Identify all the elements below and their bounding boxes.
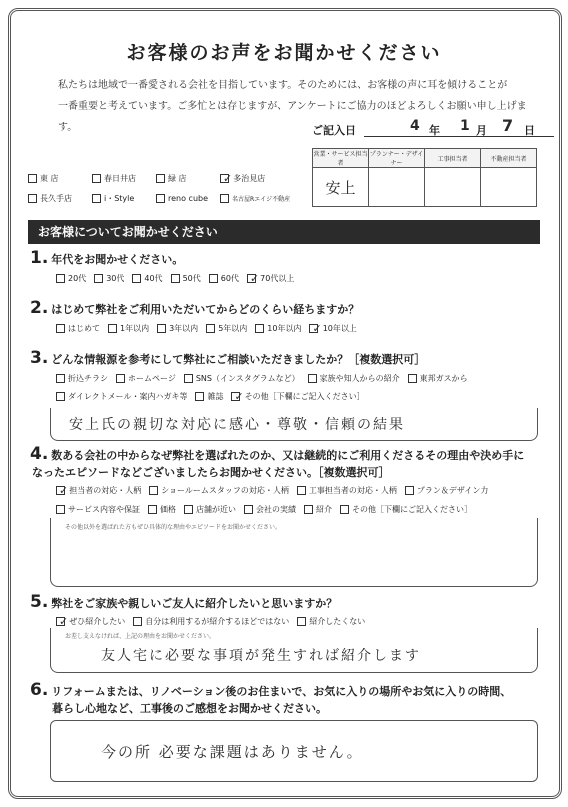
q1-heading xyxy=(30,248,183,268)
option-label: 工事担当者の対応・人柄 xyxy=(308,486,397,495)
store-label: 長久手店 xyxy=(40,194,72,203)
option-label: 雑誌 xyxy=(207,392,224,401)
option-label: 40代 xyxy=(144,274,163,283)
store-option[interactable] xyxy=(28,172,86,185)
q4-note: その他以外を選ばれた方もぜひ具体的な理由やエピソードをお聞かせください。 xyxy=(65,524,282,531)
option-label: 店舗が近い xyxy=(196,505,236,514)
q4-heading xyxy=(30,446,524,481)
q5-answer-text: 友人宅に必要な事項が発生すれば紹介します xyxy=(101,648,421,664)
option-label: その他［下欄にご記入ください］ xyxy=(352,505,472,514)
q4-option[interactable] xyxy=(340,504,472,515)
date-day[interactable]: 7 xyxy=(502,116,514,135)
check-icon: ✓ xyxy=(312,322,322,335)
q6-text-2: 暮らし心地など、工事後のご感想をお聞かせください。 xyxy=(52,702,327,715)
q2-number: 2. xyxy=(30,298,49,318)
store-label: 東 店 xyxy=(40,174,59,183)
q6-answer-text: 今の所 必要な課題はありません。 xyxy=(101,743,364,761)
option-label: 担当者の対応・人柄 xyxy=(69,486,142,495)
staff-header-planner: プランナー・デザイナー xyxy=(369,149,425,168)
q3-text: どんな情報源を参考にして弊社にご相談いただきましたか？［複数選択可］ xyxy=(51,353,426,366)
q3-option[interactable] xyxy=(308,373,400,384)
q5-option[interactable] xyxy=(297,615,365,628)
option-label: 家族や知人からの紹介 xyxy=(319,374,400,383)
store-label: 多治見店 xyxy=(233,174,266,183)
q4-option-selected[interactable] xyxy=(56,484,141,497)
staff-planner-cell[interactable] xyxy=(369,168,425,207)
q4-option[interactable] xyxy=(148,504,176,515)
q1-option[interactable] xyxy=(94,272,124,285)
date-label: ご記入日 xyxy=(312,124,356,137)
q3-option[interactable] xyxy=(408,373,468,384)
date-year[interactable]: 4 xyxy=(410,118,420,134)
q4-option[interactable] xyxy=(304,504,332,515)
option-label: ぜひ紹介したい xyxy=(69,617,126,626)
q3-heading xyxy=(30,348,425,368)
q5-note: お差し支えなければ、上記の理由をお聞かせください。 xyxy=(65,633,216,640)
q3-option-selected[interactable] xyxy=(231,390,364,403)
q5-options xyxy=(56,615,536,628)
staff-header-construction: 工事担当者 xyxy=(425,149,481,168)
store-option-selected[interactable] xyxy=(220,172,278,185)
option-label: 東邦ガスから xyxy=(419,374,468,383)
q3-options xyxy=(56,373,536,403)
check-icon: ✓ xyxy=(59,484,69,497)
option-label: 20代 xyxy=(68,274,87,283)
q2-option[interactable] xyxy=(206,322,247,335)
store-option[interactable] xyxy=(28,193,86,204)
staff-sales-name[interactable]: 安上 xyxy=(313,168,369,207)
q6-answer-box[interactable] xyxy=(50,720,538,782)
check-icon: ✓ xyxy=(223,172,233,185)
q1-option[interactable] xyxy=(132,272,162,285)
q2-text: はじめて弊社をご利用いただいてからどのくらい経ちますか？ xyxy=(51,303,360,316)
option-label: 価格 xyxy=(160,505,176,514)
staff-realestate-cell[interactable] xyxy=(481,168,537,207)
q4-answer-box[interactable] xyxy=(50,518,538,587)
option-label: プラン＆デザイン力 xyxy=(416,486,489,495)
page-title: お客様のお声をお聞かせください xyxy=(126,42,442,64)
q5-option-selected[interactable] xyxy=(56,615,125,628)
q4-text-2: なったエピソードなどございましたらお聞かせください。［複数選択可］ xyxy=(32,466,390,479)
intro-text xyxy=(58,75,528,138)
q5-answer-box[interactable] xyxy=(50,628,538,673)
option-label: 30代 xyxy=(106,274,125,283)
q4-option[interactable] xyxy=(244,504,296,515)
q2-option[interactable] xyxy=(157,322,198,335)
check-icon: ✓ xyxy=(234,390,244,403)
option-label: 10年以上 xyxy=(322,324,357,333)
q1-option[interactable] xyxy=(171,272,201,285)
date-month-unit: 月 xyxy=(476,124,487,137)
section-banner: お客様についてお聞かせください xyxy=(28,220,540,244)
q3-option[interactable] xyxy=(184,373,300,384)
option-label: はじめて xyxy=(68,324,100,333)
q4-options xyxy=(56,484,536,515)
q2-option-selected[interactable] xyxy=(309,322,356,335)
q1-text: 年代をお聞かせください。 xyxy=(51,253,184,266)
date-day-unit: 日 xyxy=(524,124,535,137)
q4-text-1: 数ある会社の中からなぜ弊社を選ばれたのか、又は継続的にご利用くださるその理由や決め手に xyxy=(51,449,525,462)
q2-options xyxy=(56,322,536,335)
q4-number: 4. xyxy=(30,444,49,464)
staff-header-sales: 営業・サービス担当者 xyxy=(313,149,369,168)
option-label: 紹介 xyxy=(316,505,332,514)
store-label: 緑 店 xyxy=(168,174,187,183)
q3-option[interactable] xyxy=(116,373,176,384)
store-checklist xyxy=(28,172,290,212)
q4-option[interactable] xyxy=(405,484,488,497)
store-label: 名古屋Rエイジ不動産 xyxy=(232,196,291,203)
q1-option-selected[interactable] xyxy=(247,272,294,285)
option-label: その他［下欄にご記入ください］ xyxy=(244,392,365,401)
option-label: ダイレクトメール・案内ハガキ等 xyxy=(68,392,188,401)
option-label: 会社の実績 xyxy=(256,505,296,514)
option-label: 3年以内 xyxy=(169,324,199,333)
option-label: 10年以内 xyxy=(267,324,302,333)
q3-option[interactable] xyxy=(56,390,187,403)
option-label: 50代 xyxy=(182,274,201,283)
q1-number: 1. xyxy=(30,248,49,268)
option-label: 5年以内 xyxy=(218,324,248,333)
store-option[interactable] xyxy=(92,193,150,204)
q3-option[interactable] xyxy=(195,390,223,403)
q3-answer-box[interactable] xyxy=(50,408,538,441)
q6-number: 6. xyxy=(30,680,49,700)
q2-heading xyxy=(30,298,359,318)
q4-option[interactable] xyxy=(149,484,289,497)
store-option[interactable] xyxy=(92,172,150,185)
date-year-unit: 年 xyxy=(429,124,440,137)
q2-option[interactable] xyxy=(255,322,301,335)
option-label: ホームページ xyxy=(128,374,176,383)
q4-option[interactable] xyxy=(297,484,397,497)
q5-option[interactable] xyxy=(133,615,289,628)
option-label: 折込チラシ xyxy=(68,374,108,383)
option-label: 紹介したくない xyxy=(309,617,366,626)
q3-answer-text: 安上氏の親切な対応に感心・尊敬・信頼の結果 xyxy=(69,417,405,433)
staff-construction-cell[interactable] xyxy=(425,168,481,207)
store-option[interactable] xyxy=(156,193,214,204)
staff-table xyxy=(312,148,537,207)
store-label: i・Style xyxy=(104,194,135,203)
option-label: サービス内容や保証 xyxy=(68,505,140,514)
q5-heading xyxy=(30,592,337,612)
q2-option[interactable] xyxy=(108,322,149,335)
q3-number: 3. xyxy=(30,348,49,368)
q2-option[interactable] xyxy=(56,322,100,335)
option-label: ショールームスタッフの対応・人柄 xyxy=(161,486,289,495)
q1-option[interactable] xyxy=(56,272,86,285)
q4-option[interactable] xyxy=(184,504,236,515)
date-field xyxy=(312,116,535,138)
option-label: 60代 xyxy=(220,274,239,283)
date-month[interactable]: 1 xyxy=(460,118,470,134)
q6-text-1: リフォームまたは、リノベーション後のお住まいで、お気に入りの場所やお気に入りの時間、 xyxy=(51,685,512,698)
q1-options xyxy=(56,272,536,285)
q1-option[interactable] xyxy=(209,272,239,285)
store-option[interactable] xyxy=(156,172,214,185)
store-label: reno cube xyxy=(168,194,209,203)
check-icon: ✓ xyxy=(59,615,69,628)
store-option[interactable] xyxy=(220,193,290,204)
check-icon: ✓ xyxy=(249,272,260,285)
option-label: 自分は利用するが紹介するほどではない xyxy=(145,617,290,626)
q6-heading xyxy=(30,682,511,717)
q3-option[interactable] xyxy=(56,373,108,384)
q5-text: 弊社をご家族や親しいご友人に紹介したいと思いますか？ xyxy=(51,597,338,610)
store-label: 春日井店 xyxy=(104,174,136,183)
option-label: 1年以内 xyxy=(120,324,150,333)
intro-line-1: 私たちは地域で一番愛される会社を目指しています。そのためには、お客様の声に耳を傾けることが xyxy=(58,80,508,91)
q5-number: 5. xyxy=(30,592,49,612)
option-label: SNS（インスタグラムなど） xyxy=(195,374,300,383)
intro-line-2: 一番重要と考えています。ご多忙とは存じますが、アンケートにご協力のほどよろしくお願い申し上げます。 xyxy=(58,101,527,133)
option-label: 70代以上 xyxy=(260,274,295,283)
staff-header-realestate: 不動産担当者 xyxy=(481,149,537,168)
q4-option[interactable] xyxy=(56,504,140,515)
